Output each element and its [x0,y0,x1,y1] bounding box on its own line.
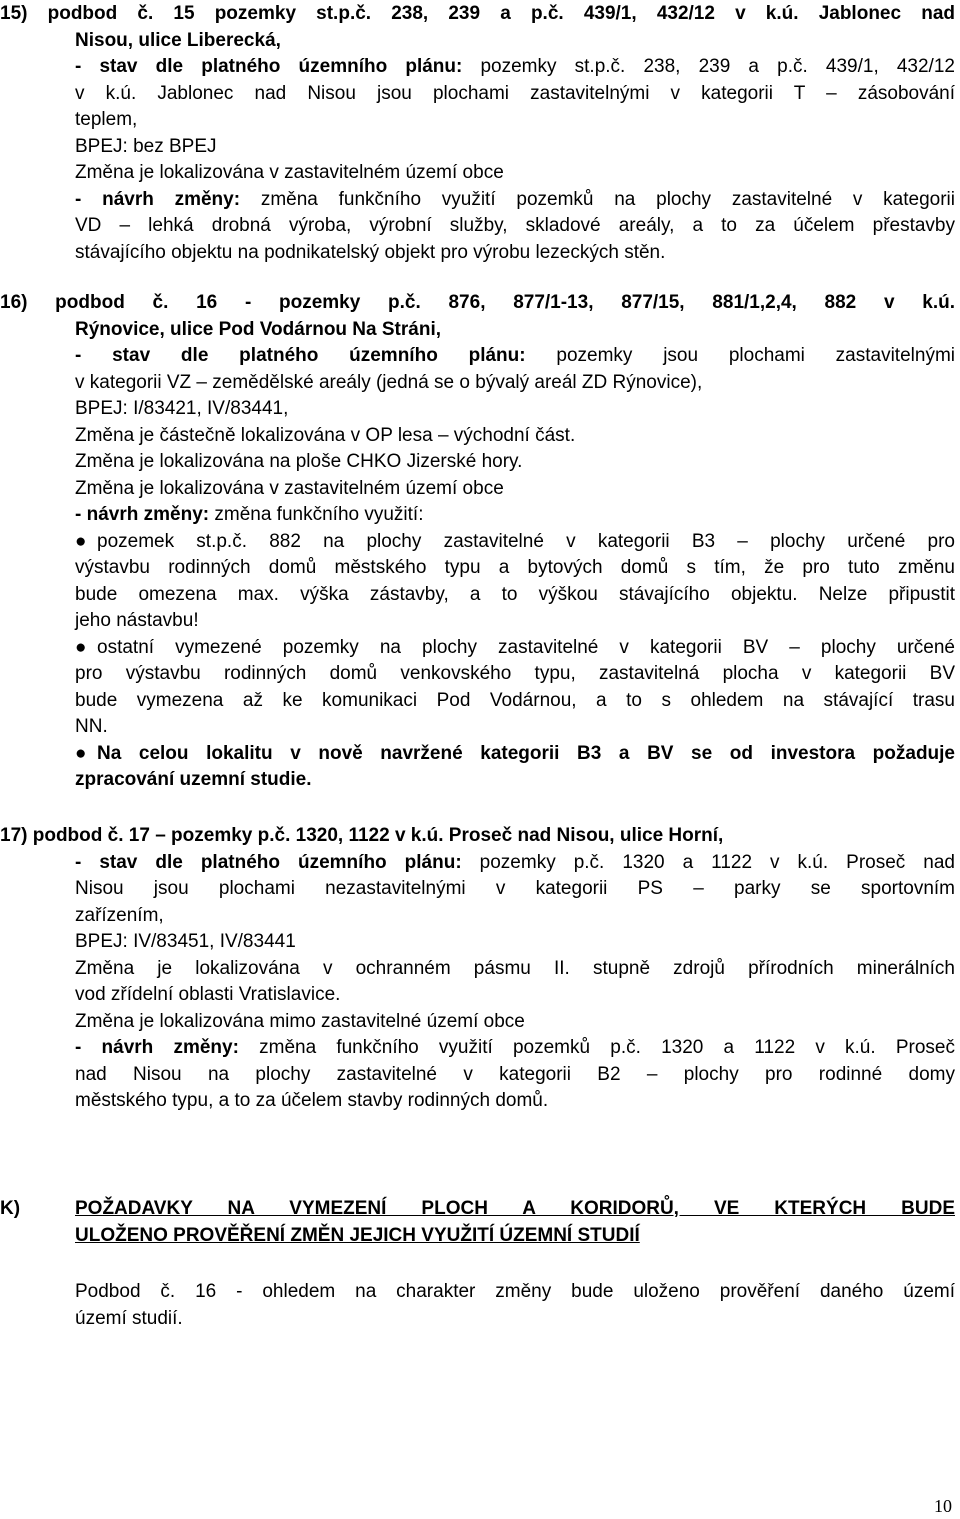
section-k-body [0,1279,960,1332]
navrh-paragraph [75,1035,955,1115]
bpej-text: BPEJ: IV/83451, IV/83441 [75,931,296,952]
zmena-text: Změna je lokalizována v zastavitelném území obce [75,162,504,183]
bullet-text: NN. [75,716,108,737]
bullet-item-2 [75,635,955,741]
zmena-text: Změna je lokalizována v ochranném pásmu II. stupně zdrojů přírodních minerálních [75,957,955,979]
navrh-label: - návrh změny: [75,1037,239,1058]
stav-text: pozemky p.č. 1320 a 1122 v k.ú. Proseč nad [461,851,955,873]
section-16-heading [0,290,955,317]
bullet-icon: ● [75,636,87,658]
stav-text: pozemky jsou plochami zastavitelnými [525,345,955,366]
bullet-text: zpracování uzemní studie. [75,769,312,790]
stav-label: - stav dle platného územního plánu: [75,345,526,366]
k-paragraph [75,1279,955,1332]
navrh-text: nad Nisou na plochy zastavitelné v kategorii B2 – plochy pro rodinné domy [75,1063,955,1085]
bullet-text: pozemek st.p.č. 882 na plochy zastavitelné v kategorii B3 – plochy určené pro [97,530,955,552]
stav-text: Nisou jsou plochami nezastavitelnými v kategorii PS – parky se sportovním [75,878,955,899]
stav-label: - stav dle platného územního plánu: [75,56,463,77]
zmena-chko-text: Změna je lokalizována na ploše CHKO Jizerské hory. [75,451,523,472]
navrh-paragraph [75,187,955,267]
navrh-label: - návrh změny: [75,188,241,210]
section-k-label: K) [0,1198,21,1219]
bullet-icon: ● [75,530,87,552]
section-16 [0,290,960,794]
stav-paragraph [75,850,955,930]
stav-text: v kategorii VZ – zemědělské areály (jedná se o bývalý areál ZD Rýnovice), [75,371,703,393]
section-15 [0,1,960,266]
bullet-text: výstavbu rodinných domů městského typu a bytových domů s tím, že pro tuto změnu [75,557,955,578]
section-15-heading [0,1,955,28]
bullet-text: bude omezena max. výška zástavby, a to výškou stávajícího objektu. Nelze připustit [75,583,955,605]
navrh-text: změna funkčního využití pozemků p.č. 1320 a 1122 v k.ú. Proseč [238,1037,955,1058]
zmena-text: vod zřídelní oblasti Vratislavice. [75,984,341,1005]
bpej-text: BPEJ: I/83421, IV/83441, [75,398,289,419]
stav-paragraph [75,343,955,396]
section-k-title [75,1196,955,1249]
section-17-heading: 17) podbod č. 17 – pozemky p.č. 1320, 1122 v k.ú. Proseč nad Nisou, ulice Horní, [0,825,724,846]
heading-line: 16) podbod č. 16 - pozemky p.č. 876, 877/1-13, 877/15, 881/1,2,4, 882 v k.ú. [0,292,955,313]
heading-line: 15) podbod č. 15 pozemky st.p.č. 238, 239 a p.č. 439/1, 432/12 v k.ú. Jablonec nad [0,3,955,24]
bullet-text: Na celou lokalitu v nově navržené kategorii B3 a BV se od investora požaduje [97,742,955,764]
k-text: území studií. [75,1307,183,1329]
zmena-op-text: Změna je částečně lokalizována v OP lesa – východní část. [75,424,576,446]
navrh-label: - návrh změny: [75,504,210,525]
bpej-text: BPEJ: bez BPEJ [75,135,217,157]
section-17 [0,823,960,1115]
stav-text: v k.ú. Jablonec nad Nisou jsou plochami zastavitelnými v kategorii T – zásobování [75,82,955,104]
stav-paragraph [75,54,955,134]
heading-line: Nisou, ulice Liberecká, [75,29,281,51]
navrh-text: stávajícího objektu na podnikatelský objekt pro výrobu lezeckých stěn. [75,241,666,263]
stav-text: teplem, [75,109,138,130]
stav-label: - stav dle platného územního plánu: [75,851,462,873]
zmena-text: Změna je lokalizována v zastavitelném území obce [75,477,504,499]
bullet-item-3 [75,741,955,794]
bullet-icon: ● [75,742,87,764]
bullet-text: pro výstavbu rodinných domů venkovského typu, zastavitelná plocha v kategorii BV [75,663,955,684]
bullet-text: bude vymezena až ke komunikaci Pod Vodárnou, a to s ohledem na stávající trasu [75,689,955,711]
title-line: POŽADAVKY NA VYMEZENÍ PLOCH A KORIDORŮ, VE KTERÝCH BUDE [75,1198,955,1219]
stav-text: zařízením, [75,904,164,926]
navrh-text: VD – lehká drobná výroba, výrobní služby, skladové areály, a to za účelem přestavby [75,215,955,236]
page-number: 10 [934,1496,952,1516]
navrh-text: změna funkčního využití: [209,504,424,525]
heading-line: Rýnovice, ulice Pod Vodárnou Na Stráni, [75,318,442,340]
zmena-paragraph [75,956,955,1009]
stav-text: pozemky st.p.č. 238, 239 a p.č. 439/1, 432/12 [462,56,955,77]
k-text: Podbod č. 16 - ohledem na charakter změny bude uloženo prověření daného území [75,1281,955,1302]
bullet-item-1 [75,529,955,635]
navrh-text: městského typu, a to za účelem stavby rodinných domů. [75,1090,549,1111]
navrh-text: změna funkčního využití pozemků na plochy zastavitelné v kategorii [240,188,955,210]
zmena-text: Změna je lokalizována mimo zastavitelné území obce [75,1010,525,1032]
bullet-text: jeho nástavbu! [75,610,199,631]
bullet-text: ostatní vymezené pozemky na plochy zastavitelné v kategorii BV – plochy určené [97,636,955,658]
title-line: ULOŽENO PROVĚŘENÍ ZMĚN JEJICH VYUŽITÍ ÚZEMNÍ STUDIÍ [75,1224,640,1246]
